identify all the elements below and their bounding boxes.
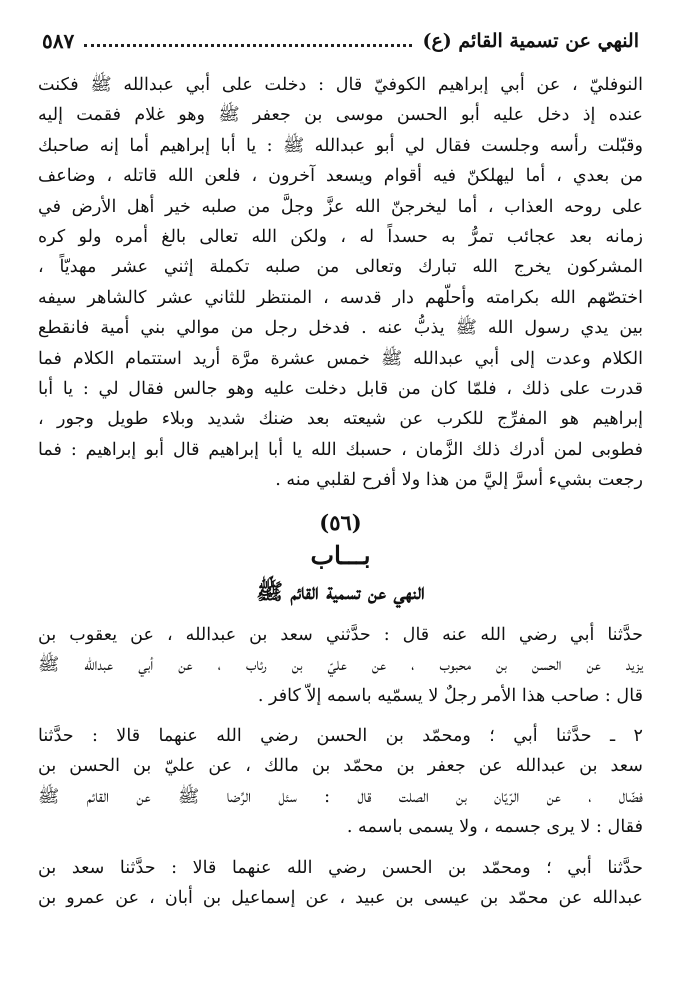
hadith-1: [38, 620, 643, 711]
text-line: عنده إذ دخل عليه أبو الحسن موسى بن جعفر ﷺ وهو غلام فقمت إليه: [38, 105, 643, 126]
text-line: إبراهيم هو المفرِّج للكرب عن شيعته بعد ضنك شديد وبلاء طويل وجور ،: [38, 409, 643, 430]
text-line: بين يدي رسول الله ﷺ يذبُّ عنه . فدخل رجل من موالي بني أمية فانقطع: [38, 318, 643, 339]
section-bab-heading: بـــاب: [310, 540, 371, 570]
page-body: [38, 70, 643, 913]
running-header: [42, 26, 639, 56]
paragraph-gap: [38, 711, 643, 721]
text-line: رجعت بشيء أسرَّ إليَّ من هذا ولا أفرح لقلبي منه .: [275, 470, 643, 491]
paragraph-gap: [38, 843, 643, 853]
text-line: ٢ ـ حدَّثنا أبي ؛ ومحمّد بن الحسن رضي الله عنهما قالا : حدَّثنا: [38, 725, 643, 746]
text-line: عبدالله عن محمّد بن عيسى بن عبيد ، عن إسماعيل بن أبان ، عن عمرو بن: [38, 887, 643, 908]
text-line: اختصّهم الله بكرامته وأحلّهم دار قدسه ، المنتظر للثاني عشر كالشاهر سيفه: [38, 287, 643, 308]
chapter-title: النهي عن تسمية القائم ﷺ: [256, 578, 425, 605]
text-line: سعد بن عبدالله عن جعفر بن محمّد بن مالك ، عن عليّ بن الحسن بن: [38, 756, 643, 777]
text-line: قال : صاحب هذا الأمر رجلٌ لا يسمّيه باسمه إلاّ كافر .: [257, 685, 643, 706]
paragraph-continued: [38, 70, 643, 496]
text-line: فضّال ، عن الرّيّان بن الصلت قال : سئل الرِّضا ﷺ عن القائم ﷺ: [38, 786, 643, 807]
text-line: وقبّلت رأسه وجلست فقال لي أبو عبدالله ﷺ : يا أبا إبراهيم أما إنه صاحبك: [38, 135, 643, 156]
running-title: النهي عن تسمية القائم (ع): [422, 30, 639, 52]
text-line: فقال : لا يرى جسمه ، ولا يسمى باسمه .: [346, 817, 643, 838]
text-line: قدرت على ذلك ، فلمّا كان من قابل دخلت عليه وهو جالس فقال لي : يا أبا: [38, 379, 643, 400]
text-line: يزيد عن الحسن بن محبوب ، عن عليّ بن رئاب ، عن أبي عبدالله ﷺ: [38, 655, 643, 676]
text-line: حدَّثنا أبي رضي الله عنه قال : حدَّثني سعد بن عبدالله ، عن يعقوب بن: [38, 624, 643, 645]
header-leader-dots: [84, 44, 412, 47]
section-number: (٥٦): [319, 509, 362, 535]
text-line: النوفليّ ، عن أبي إبراهيم الكوفيّ قال : دخلت على أبي عبدالله ﷺ فكنت: [38, 75, 643, 95]
text-line: فطوبى لمن أدرك ذلك الزَّمان ، حسبك الله يا أبا إبراهيم قال أبو إبراهيم : فما: [38, 439, 643, 460]
hadith-3: [38, 853, 643, 914]
page-number: ٥٨٧: [42, 29, 75, 53]
text-line: الكلام وعدت إلى أبي عبدالله ﷺ خمس عشرة مرَّة أريد استتمام الكلام فما: [38, 348, 643, 369]
text-line: زمانه بعد عجائب تمرُّ به حسداً له ، ولكن الله تعالى بالغ أمره ولو كره: [38, 227, 643, 248]
hadith-2: [38, 721, 643, 843]
text-line: على روحه العذاب ، أما ليخرجنّ الله عزَّ وجلَّ من صلبه خير أهل الأرض في: [38, 196, 643, 217]
text-line: من بعدي ، أما ليهلكنّ فيه أقوام ويسعد آخرون ، فلعن الله قاتله ، وضاعف: [38, 166, 643, 187]
text-line: المشركون يخرج الله تبارك وتعالى من صلبه تكملة إثني عشر مهديّاً ،: [38, 257, 643, 278]
text-line: حدَّثنا أبي ؛ ومحمّد بن الحسن رضي الله عنهما قالا : حدَّثنا سعد بن: [38, 857, 643, 878]
